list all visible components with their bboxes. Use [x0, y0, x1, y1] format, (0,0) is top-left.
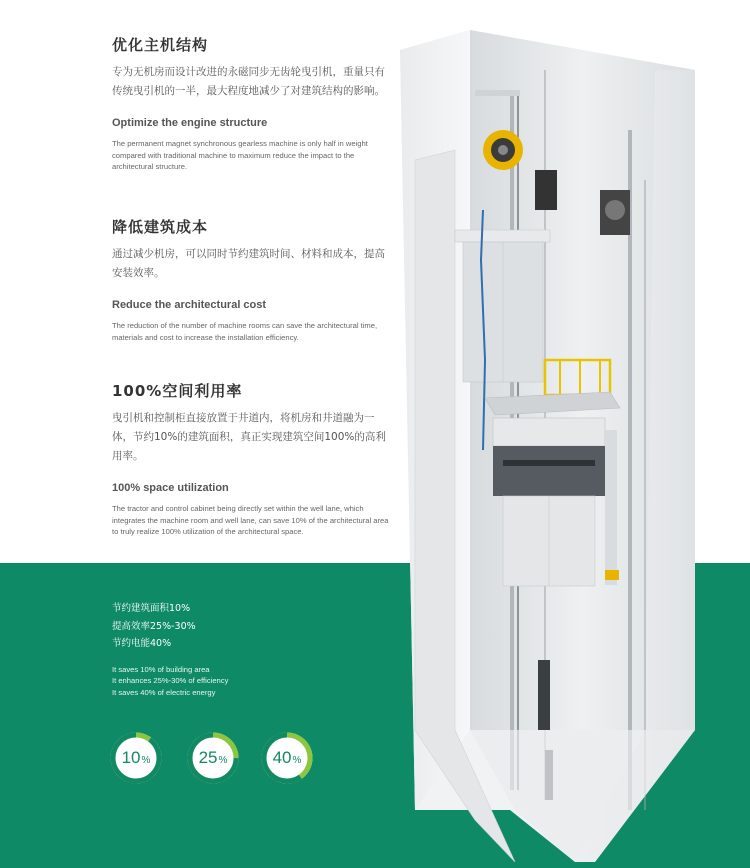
badge-25	[187, 732, 239, 784]
section-text-cn: 通过减少机房，可以同时节约建筑时间、材料和成本，提高安装效率。	[112, 248, 385, 279]
section-title-cn: 100%空间利用率	[112, 382, 243, 400]
section-text-en: The reduction of the number of machine rooms can save the architectural time, materials and cost to increase the installation efficiency.	[112, 321, 378, 342]
badge-number: 40	[272, 748, 292, 767]
section-text-en: The tractor and control cabinet being directly set within the well lane, which integrates the machine room and well lane, can save 10% of the architectural area to truly realize 100% utilization of the architectural space.	[112, 504, 389, 536]
section-text-cn: 曳引机和控制柜直接放置于井道内，将机房和井道融为一体，节约10%的建筑面积，真正实现建筑空间100%的高利用率。	[112, 412, 386, 462]
badge-10	[110, 732, 162, 784]
stat-en-item: It enhances 25%-30% of efficiency	[112, 676, 229, 686]
section-title-en: Optimize the engine structure	[112, 117, 268, 129]
stat-en-item: It saves 10% of building area	[112, 664, 210, 674]
section-text-en: The permanent magnet synchronous gearless machine is only half in weight compared with traditional machine to maximum reduce the impact to the architectural structure.	[112, 139, 368, 171]
section-text-cn: 专为无机房而设计改进的永磁同步无齿轮曳引机，重量只有传统曳引机的一半，最大程度地减少了对建筑结构的影响。	[112, 66, 385, 97]
section-title-cn: 优化主机结构	[112, 36, 209, 54]
stats-block	[112, 600, 228, 699]
badge-unit: %	[218, 754, 228, 766]
badge-number: 25	[198, 748, 218, 767]
section-title-en: 100% space utilization	[112, 482, 229, 494]
section-title-en: Reduce the architectural cost	[112, 299, 267, 311]
badge-unit: %	[141, 754, 151, 766]
stat-cn-item: 节约建筑面积10%	[112, 603, 191, 614]
badge-unit: %	[292, 754, 302, 766]
section-optimize-engine	[112, 34, 392, 173]
section-title-cn: 降低建筑成本	[112, 218, 209, 236]
section-space-utilization	[112, 380, 392, 538]
badge-number: 10	[121, 748, 141, 767]
badge-40	[261, 732, 313, 784]
stat-cn-item: 提高效率25%-30%	[112, 620, 196, 632]
section-reduce-cost	[112, 216, 392, 343]
stat-cn-item: 节约电能40%	[112, 638, 172, 649]
elevator-shaft-icon	[395, 30, 715, 862]
stat-en-item: It saves 40% of electric energy	[112, 687, 216, 697]
